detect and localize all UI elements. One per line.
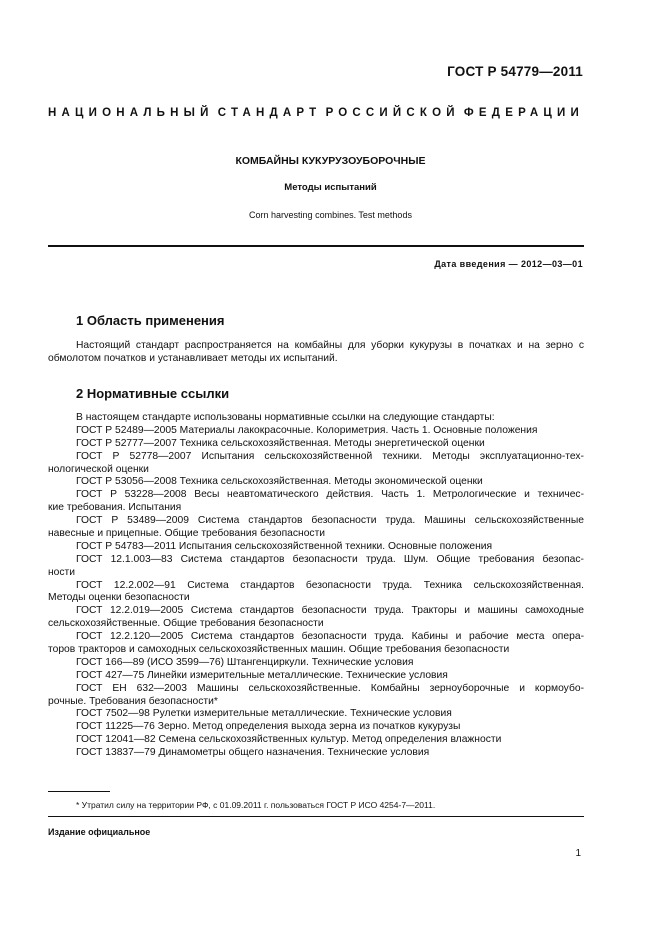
national-standard-banner bbox=[48, 107, 584, 119]
page-number: 1 bbox=[575, 848, 581, 859]
list-line: ГОСТ 12.1.003—83 Система стандартов безопасности труда. Шум. Общие требования безопас- bbox=[76, 553, 584, 565]
paragraph-line: обмолотом початков и устанавливает методы их испытаний. bbox=[48, 352, 338, 364]
footnote-separator bbox=[48, 791, 110, 792]
document-number: ГОСТ Р 54779—2011 bbox=[447, 64, 583, 79]
introduction-date: Дата введения — 2012—03—01 bbox=[434, 259, 583, 269]
list-line: ГОСТ Р 53056—2008 Техника сельскохозяйственная. Методы экономической оценки bbox=[76, 476, 483, 488]
banner-word: ФЕДЕРАЦИИ bbox=[463, 107, 584, 119]
document-subtitle: Методы испытаний bbox=[284, 182, 377, 193]
banner-word: РОССИЙСКОЙ bbox=[325, 107, 460, 119]
title-divider bbox=[48, 245, 584, 247]
list-line: нологической оценки bbox=[48, 463, 149, 475]
list-line: рочные. Требования безопасности* bbox=[48, 695, 218, 707]
list-line: ГОСТ 12.2.002—91 Система стандартов безопасности труда. Техника сельскохозяйственная. bbox=[76, 579, 584, 591]
list-line: ГОСТ 166—89 (ИСО 3599—76) Штангенциркули. Технические условия bbox=[76, 656, 414, 668]
list-line: В настоящем стандарте использованы нормативные ссылки на следующие стандарты: bbox=[76, 412, 495, 423]
official-edition-label: Издание официальное bbox=[48, 827, 151, 837]
list-line: ГОСТ 12041—82 Семена сельскохозяйственных культур. Метод определения влажности bbox=[76, 734, 502, 746]
list-line: ГОСТ 12.2.019—2005 Система стандартов безопасности труда. Тракторы и машины самоходные bbox=[76, 605, 584, 617]
list-line: сельскохозяйственные. Общие требования безопасности bbox=[48, 618, 324, 630]
banner-word: СТАНДАРТ bbox=[217, 107, 322, 119]
scope-paragraph bbox=[48, 340, 584, 366]
section-heading-normative-refs: 2 Нормативные ссылки bbox=[76, 386, 230, 401]
list-line: навесные и прицепные. Общие требования безопасности bbox=[48, 528, 326, 540]
footer-divider bbox=[48, 816, 584, 817]
list-line: ГОСТ Р 53489—2009 Система стандартов безопасности труда. Машины сельскохозяйственные bbox=[76, 515, 584, 527]
list-line: ГОСТ Р 53228—2008 Весы неавтоматического действия. Часть 1. Метрологические и техничес- bbox=[76, 489, 584, 501]
paragraph-line: Настоящий стандарт распространяется на комбайны для уборки кукурузы в початках и на зерно с bbox=[76, 340, 584, 351]
list-line: торов тракторов и самоходных сельскохозяйственных машин. Общие требования безопасности bbox=[48, 644, 510, 656]
list-line: ГОСТ Р 52489—2005 Материалы лакокрасочные. Колориметрия. Часть 1. Основные положения bbox=[76, 424, 538, 436]
list-line: ГОСТ 13837—79 Динамометры общего назначения. Технические условия bbox=[76, 747, 430, 759]
list-line: ГОСТ Р 54783—2011 Испытания сельскохозяйственной техники. Основные положения bbox=[76, 540, 493, 552]
list-line: ГОСТ Р 52778—2007 Испытания сельскохозяйственной техники. Методы эксплуатационно-тех- bbox=[76, 450, 584, 462]
list-line: Методы оценки безопасности bbox=[48, 592, 190, 604]
list-line: ГОСТ Р 52777—2007 Техника сельскохозяйственная. Методы энергетической оценки bbox=[76, 437, 485, 449]
list-line: ГОСТ 7502—98 Рулетки измерительные металлические. Технические условия bbox=[76, 708, 452, 720]
list-line: ГОСТ 11225—76 Зерно. Метод определения выхода зерна из початков кукурузы bbox=[76, 721, 461, 733]
list-line: кие требования. Испытания bbox=[48, 502, 182, 514]
document-title: КОМБАЙНЫ КУКУРУЗОУБОРОЧНЫЕ bbox=[235, 155, 426, 167]
list-line: ГОСТ 12.2.120—2005 Система стандартов безопасности труда. Кабины и рабочие места опера- bbox=[76, 631, 584, 643]
banner-word: НАЦИОНАЛЬНЫЙ bbox=[48, 107, 214, 119]
english-title: Corn harvesting combines. Test methods bbox=[249, 210, 412, 220]
footnote: * Утратил силу на территории РФ, с 01.09.2011 г. пользоваться ГОСТ Р ИСО 4254-7—2011. bbox=[76, 800, 436, 810]
list-line: ГОСТ ЕН 632—2003 Машины сельскохозяйственные. Комбайны зерноуборочные и кормоубо- bbox=[76, 682, 584, 694]
section-heading-scope: 1 Область применения bbox=[76, 313, 225, 328]
list-line: ности bbox=[48, 566, 76, 578]
normative-refs-list bbox=[48, 412, 584, 760]
list-line: ГОСТ 427—75 Линейки измерительные металлические. Технические условия bbox=[76, 669, 448, 681]
